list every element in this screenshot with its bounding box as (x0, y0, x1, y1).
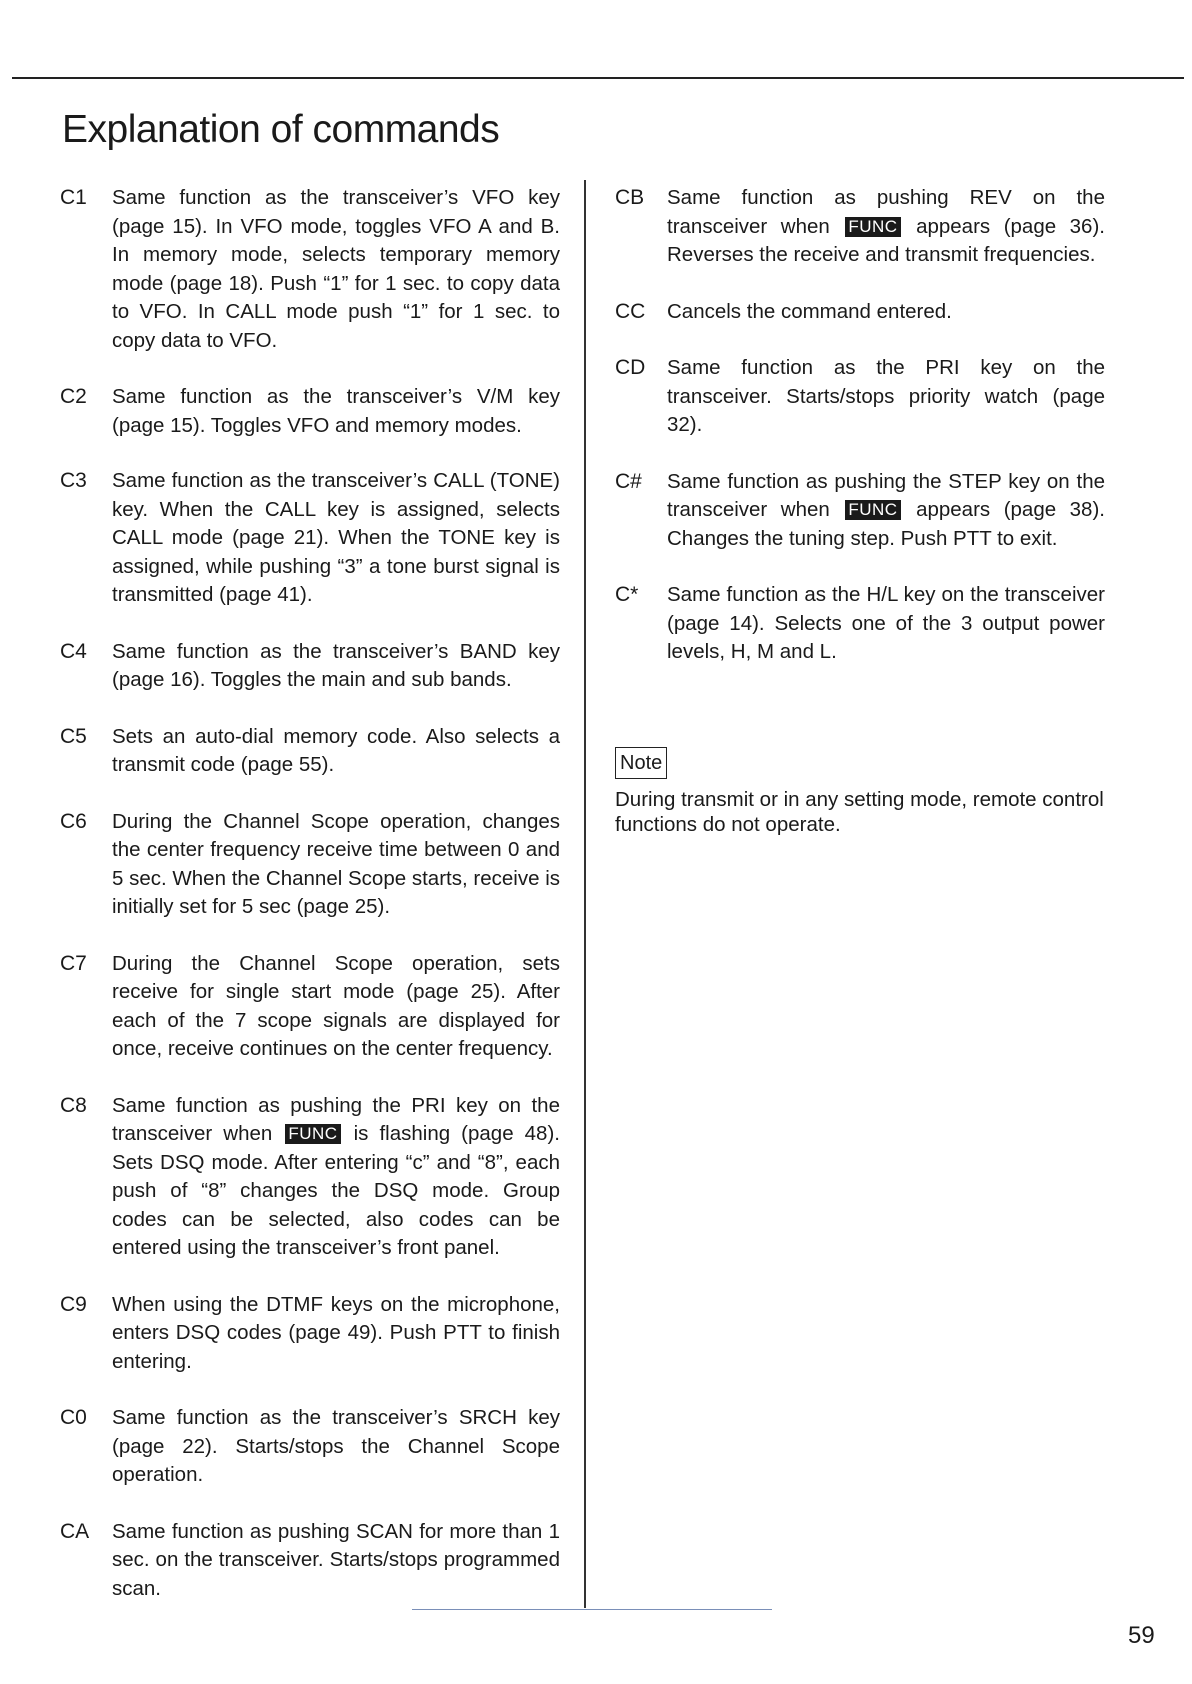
note-label: Note (615, 747, 667, 779)
func-key-badge: FUNC (845, 217, 900, 237)
command-c2 (60, 383, 560, 440)
note-text: During transmit or in any setting mode, remote control functions do not operate. (615, 787, 1104, 836)
command-description: During the Channel Scope operation, changes the center frequency receive time between 0 and 5 sec. When the Channel Scope starts, receive is initially set for 5 sec (page 25). (112, 809, 560, 918)
func-key-badge: FUNC (845, 500, 900, 520)
left-column (60, 184, 560, 1603)
command-code: CB (615, 186, 645, 209)
command-code: C9 (60, 1292, 87, 1316)
func-key-badge: FUNC (285, 1124, 340, 1144)
command-description: When using the DTMF keys on the microphone, enters DSQ codes (page 49). Push PTT to finish entering. (112, 1292, 560, 1373)
command-description: Same function as the transceiver’s VFO key (page 15). In VFO mode, toggles VFO A and B. In memory mode, selects temporary memory mode (page 18). Push “1” for 1 sec. to copy data to VFO. In CALL mode push “1” for 1 sec. to copy data to VFO. (112, 186, 560, 352)
command-description: Sets an auto-dial memory code. Also selects a transmit code (page 55). (112, 724, 560, 776)
command-code: C2 (60, 385, 87, 408)
command-cd (615, 354, 1105, 440)
command-description: Same function as pushing SCAN for more than 1 sec. on the transceiver. Starts/stops programmed scan. (112, 1519, 560, 1600)
command-cc (615, 298, 1105, 327)
page-number: 59 (1128, 1622, 1155, 1649)
command-text-after: is flashing (page 48). Sets DSQ mode. After entering “c” and “8”, each push of “8” changes the DSQ mode. Group codes can be selected, also codes can be entered using the transceiver’s front panel. (112, 1122, 560, 1259)
command-cb (615, 184, 1105, 270)
command-c9 (60, 1291, 560, 1377)
command-description: Same function as the transceiver’s V/M key (page 15). Toggles VFO and memory modes. (112, 385, 560, 437)
bottom-rule (412, 1609, 772, 1610)
command-c-star (615, 581, 1105, 667)
command-code: C1 (60, 186, 87, 209)
right-column (615, 184, 1105, 837)
command-c3 (60, 467, 560, 610)
command-description (667, 468, 1105, 554)
command-description: During the Channel Scope operation, sets receive for single start mode (page 25). After each of the 7 scope signals are displayed for once, receive continues on the center frequency. (112, 951, 560, 1060)
top-rule (12, 77, 1184, 79)
command-code: CA (60, 1519, 90, 1543)
command-c6 (60, 808, 560, 922)
command-code: C* (615, 583, 639, 606)
command-text-before: Same function as pushing the PRI key on the transceiver when (112, 1093, 560, 1145)
page-title: Explanation of commands (62, 108, 500, 151)
command-code: CC (615, 299, 646, 323)
command-description (112, 1092, 560, 1263)
command-c5 (60, 723, 560, 780)
command-code: CD (615, 356, 646, 379)
command-description: Same function as the H/L key on the transceiver (page 14). Selects one of the 3 output power levels, H, M and L. (667, 583, 1105, 663)
command-c1 (60, 184, 560, 355)
command-ca (60, 1518, 560, 1604)
command-code: C# (615, 469, 642, 493)
command-text-after: appears (page 36). Reverses the receive and transmit frequencies. (667, 214, 1105, 266)
command-c0 (60, 1404, 560, 1490)
command-code: C5 (60, 724, 87, 748)
command-description: Same function as the transceiver’s BAND key (page 16). Toggles the main and sub bands. (112, 639, 560, 691)
command-text-before: Same function as pushing the STEP key on the transceiver when (667, 469, 1105, 521)
note-section (615, 747, 1105, 837)
command-c-hash (615, 468, 1105, 554)
command-code: C8 (60, 1093, 87, 1117)
command-code: C6 (60, 809, 87, 833)
command-description: Same function as the transceiver’s SRCH key (page 22). Starts/stops the Channel Scope operation. (112, 1406, 560, 1486)
command-c4 (60, 638, 560, 695)
command-code: C7 (60, 951, 87, 975)
command-code: C3 (60, 469, 87, 492)
command-c8 (60, 1092, 560, 1263)
column-divider (584, 180, 586, 1608)
command-c7 (60, 950, 560, 1064)
command-description: Cancels the command entered. (667, 299, 952, 323)
command-description: Same function as the transceiver’s CALL (TONE) key. When the CALL key is assigned, selects CALL mode (page 21). When the TONE key is assigned, while pushing “3” a tone burst signal is transmitted (page 41). (112, 469, 560, 606)
command-code: C0 (60, 1406, 87, 1429)
command-text-before: Same function as pushing REV on the transceiver when (667, 186, 1105, 238)
command-description: Same function as the PRI key on the transceiver. Starts/stops priority watch (page 32). (667, 356, 1105, 436)
command-code: C4 (60, 639, 87, 663)
command-description (667, 184, 1105, 270)
command-text-after: appears (page 38). Changes the tuning step. Push PTT to exit. (667, 498, 1105, 550)
